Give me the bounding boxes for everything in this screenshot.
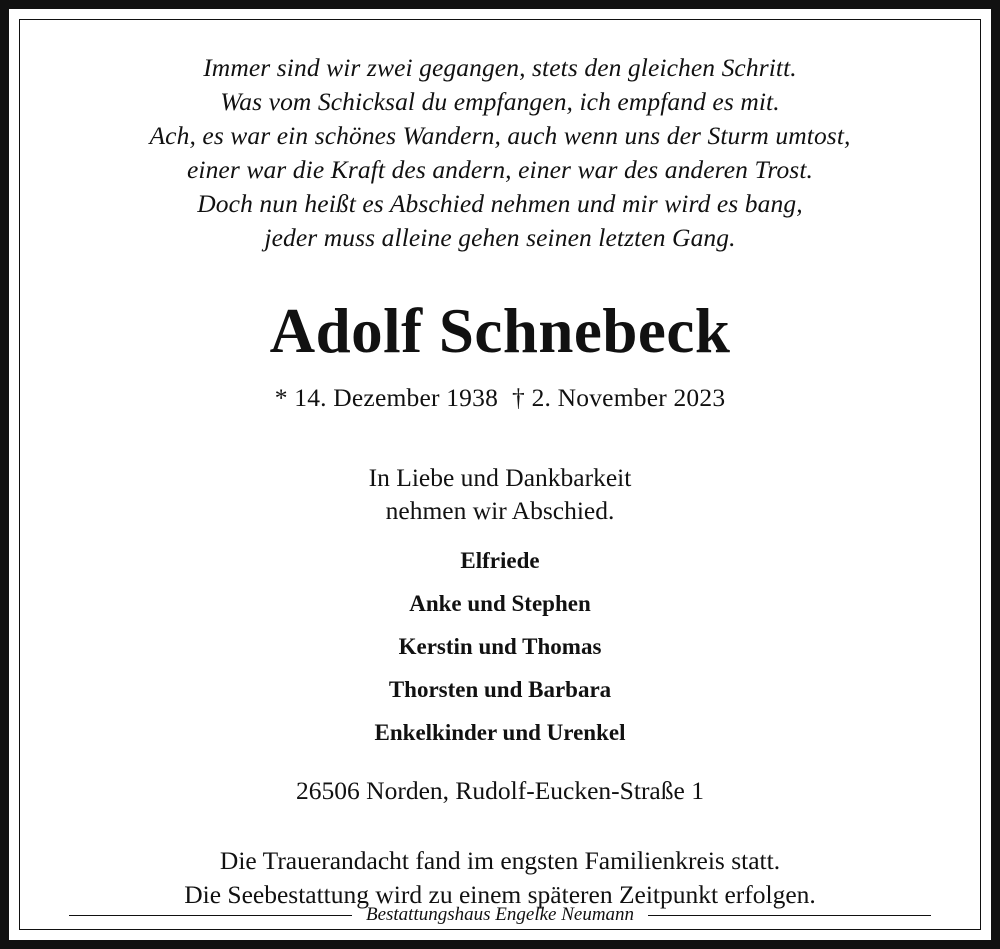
poem-line: Immer sind wir zwei gegangen, stets den gleichen Schritt. [203,53,797,82]
service-note-line: Die Trauerandacht fand im engsten Familienkreis statt. [219,845,781,875]
farewell-line: In Liebe und Dankbarkeit [368,462,632,492]
survivor-entry: Elfriede [460,547,540,573]
family-address: 26506 Norden, Rudolf-Eucken-Straße 1 [296,775,704,805]
survivors-list [69,549,931,744]
funeral-home-footer [69,904,931,926]
service-notes [69,844,931,913]
survivor-entry: Kerstin und Thomas [398,633,602,659]
poem-line: einer war die Kraft des andern, einer war des anderen Trost. [186,154,813,184]
farewell-message [69,461,931,527]
footer-rule-left [69,915,352,916]
poem-line: Was vom Schicksal du empfangen, ich empfand es mit. [220,86,780,116]
funeral-home-name: Bestattungshaus Engelke Neumann [365,904,635,925]
survivor-entry: Thorsten und Barbara [388,676,612,702]
memorial-poem [69,51,931,254]
service-note-line: Die Seebestattung wird zu einem späteren Zeitpunkt erfolgen. [184,880,816,910]
survivor-entry: Anke und Stephen [409,590,591,616]
poem-line: Doch nun heißt es Abschied nehmen und mir wird es bang, [197,188,803,218]
survivor-entry: Enkelkinder und Urenkel [374,719,626,745]
death-date: † 2. November 2023 [512,382,726,412]
obituary-content [9,9,991,940]
farewell-line: nehmen wir Abschied. [385,495,615,525]
life-dates [69,383,931,413]
poem-line: Ach, es war ein schönes Wandern, auch wenn uns der Sturm umtost, [149,120,851,150]
deceased-name: Adolf Schnebeck [269,296,731,367]
footer-rule-right [648,915,931,916]
poem-line: jeder muss alleine gehen seinen letzten Gang. [264,222,736,252]
birth-date: * 14. Dezember 1938 [274,382,499,412]
